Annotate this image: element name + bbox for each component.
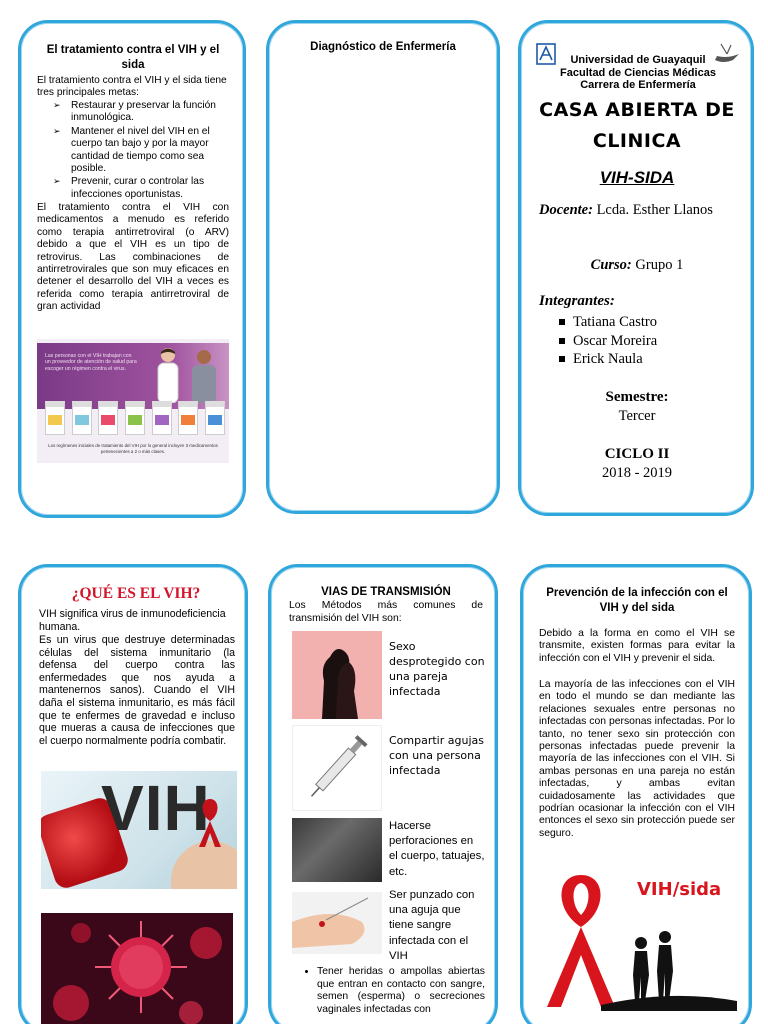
medication-bottle	[72, 401, 92, 435]
curso-label: Curso:	[590, 257, 632, 273]
faculty-name: Facultad de Ciencias Médicas	[560, 66, 716, 79]
what-is-hiv-title: ¿QUÉ ES EL VIH?	[71, 585, 201, 602]
red-ribbon-icon	[195, 797, 225, 849]
ciclo-label: CICLO II	[604, 446, 670, 462]
member-item: Erick Naula	[557, 350, 727, 369]
semestre-label: Semestre:	[605, 389, 669, 405]
couple-silhouette-image	[292, 631, 382, 719]
event-title-line: CLINICA	[592, 130, 682, 152]
treatment-title: El tratamiento contra el VIH y el sida	[46, 44, 220, 71]
medication-bottle	[45, 401, 65, 435]
transmission-title: VIAS DE TRANSMISIÓN	[321, 586, 451, 598]
medication-bottle	[125, 401, 145, 435]
career-name: Carrera de Enfermería	[580, 79, 696, 92]
treatment-paragraph: El tratamiento contra el VIH con medicamentos a menudo es referido como terapia antirretroviral (o ARV) debido a que el VIH es un tipo de retrovirus. Las combinaciones de antirretrovirales que son muy eficaces en detener el desarrollo del VIH a veces es referida como terapia antirretroviral de gran actividad	[37, 202, 229, 313]
integrantes-label: Integrantes:	[539, 293, 615, 309]
prevention-paragraph-1: Debido a la forma en como el VIH se transmite, existen formas para evitar la infección con el VIH y prevenir el sida.	[539, 628, 735, 664]
infographic-band-text: Las personas con el VIH trabajan con un proveedor de atención de salud para escoger un régimen contra el virus.	[45, 353, 137, 372]
panel-diagnosis	[266, 20, 500, 514]
panel-transmission	[268, 564, 498, 1024]
finger-prick-image	[292, 892, 382, 954]
members-list	[557, 313, 727, 369]
treatment-intro: El tratamiento contra el VIH y el sida tiene tres principales metas:	[37, 75, 227, 99]
curso-value: Grupo 1	[635, 257, 684, 273]
medication-bottle	[152, 401, 172, 435]
docente-value: Lcda. Esther Llanos	[596, 202, 713, 218]
panel-cover	[518, 20, 754, 516]
event-title	[531, 95, 743, 157]
patient-figure	[187, 347, 221, 403]
syringe-image	[292, 725, 382, 811]
vih-sida-ribbon-image	[541, 871, 737, 1011]
medication-bottle	[98, 401, 118, 435]
panel-treatment	[18, 20, 246, 518]
institution-header	[545, 54, 731, 92]
hiv-definition: VIH significa virus de inmunodeficiencia humana.	[39, 608, 226, 633]
arv-infographic	[37, 339, 229, 463]
docente-field	[539, 200, 735, 220]
transmission-bullet: • Tener heridas o ampollas abiertas que entran en contacto con sangre, semen (esperma) o secreciones vaginales infectadas con	[317, 966, 485, 1016]
transmission-bullets	[305, 966, 485, 1016]
docente-label: Docente:	[539, 202, 593, 218]
transmission-way-3: Hacerse perforaciones en el cuerpo, tatuajes, etc.	[389, 820, 485, 878]
university-name: Universidad de Guayaquil	[570, 54, 706, 66]
event-title-line: CASA ABIERTA DE	[539, 99, 735, 121]
tattoo-photo	[292, 818, 382, 882]
infographic-caption: Los regímenes iniciales de tratamiento del VIH por lo general incluyen 3 medicamentos pertenecientes a 2 o más clases.	[48, 443, 218, 454]
topic-title: VIH-SIDA	[599, 168, 675, 187]
medication-bottle	[205, 401, 225, 435]
goal-item: ➢ Restaurar y preservar la función inmunológica.	[53, 100, 229, 125]
hiv-explanation: Es un virus que destruye determinadas células del sistema inmunitario (la defensa del cuerpo contra las enfermedades que nos ayuda a mantenernos sanos). Cuando el VIH daña el sistema inmunitario, es más fácil que te enfermes de gravedad e incluso que mueras a causa de infecciones que el cuerpo normalmente podría combatir.	[39, 634, 235, 747]
goal-item: ➢ Prevenir, curar o controlar las infecciones oportunistas.	[53, 176, 229, 201]
medication-bottles	[45, 401, 225, 437]
school-years: 2018 - 2019	[601, 465, 673, 481]
transmission-way-2: Compartir agujas con una persona infectada	[389, 734, 484, 777]
vih-sida-image-text: VIH/sida	[637, 879, 722, 900]
vih-photo-text: VIH	[101, 772, 211, 844]
transmission-intro: Los Métodos más comunes de transmisión del VIH son:	[289, 600, 483, 624]
goal-item: ➢ Mantener el nivel del VIH en el cuerpo tan bajo y por la mayor cantidad de tiempo como sea posible.	[53, 126, 229, 176]
member-item: Tatiana Castro	[557, 313, 727, 332]
transmission-way-4: Ser punzado con una aguja que tiene sangre infectada con el VIH	[389, 889, 475, 962]
member-item: Oscar Moreira	[557, 332, 727, 351]
treatment-goals-list	[53, 100, 229, 202]
medication-bottle	[178, 401, 198, 435]
virus-illustration	[41, 913, 233, 1024]
curso-field	[539, 257, 735, 274]
panel-prevention	[520, 564, 752, 1024]
prevention-title: Prevención de la infección con el VIH y del sida	[546, 587, 728, 614]
vih-photo	[41, 771, 237, 889]
doctor-figure	[155, 345, 181, 403]
prevention-paragraph-2: La mayoría de las infecciones con el VIH en todo el mundo se dan mediante las relaciones sexuales entre personas no infectadas con personas infectadas. Por lo tanto, no tener sexo sin protección con personas infectadas puede prevenir la mayoría de las infecciones con el VIH. Si ambas personas en una pareja no están infectadas, y ambas evitan cuidadosamente las actividades que podrían ocasionar la infección con el VIH entonces el sexo sin protección puede ser seguro.	[539, 679, 735, 839]
transmission-way-1: Sexo desprotegido con una pareja infectada	[389, 640, 485, 698]
semestre-value: Tercer	[618, 408, 656, 424]
panel-what-is-hiv	[18, 564, 248, 1024]
diagnosis-title: Diagnóstico de Enfermería	[310, 41, 456, 53]
